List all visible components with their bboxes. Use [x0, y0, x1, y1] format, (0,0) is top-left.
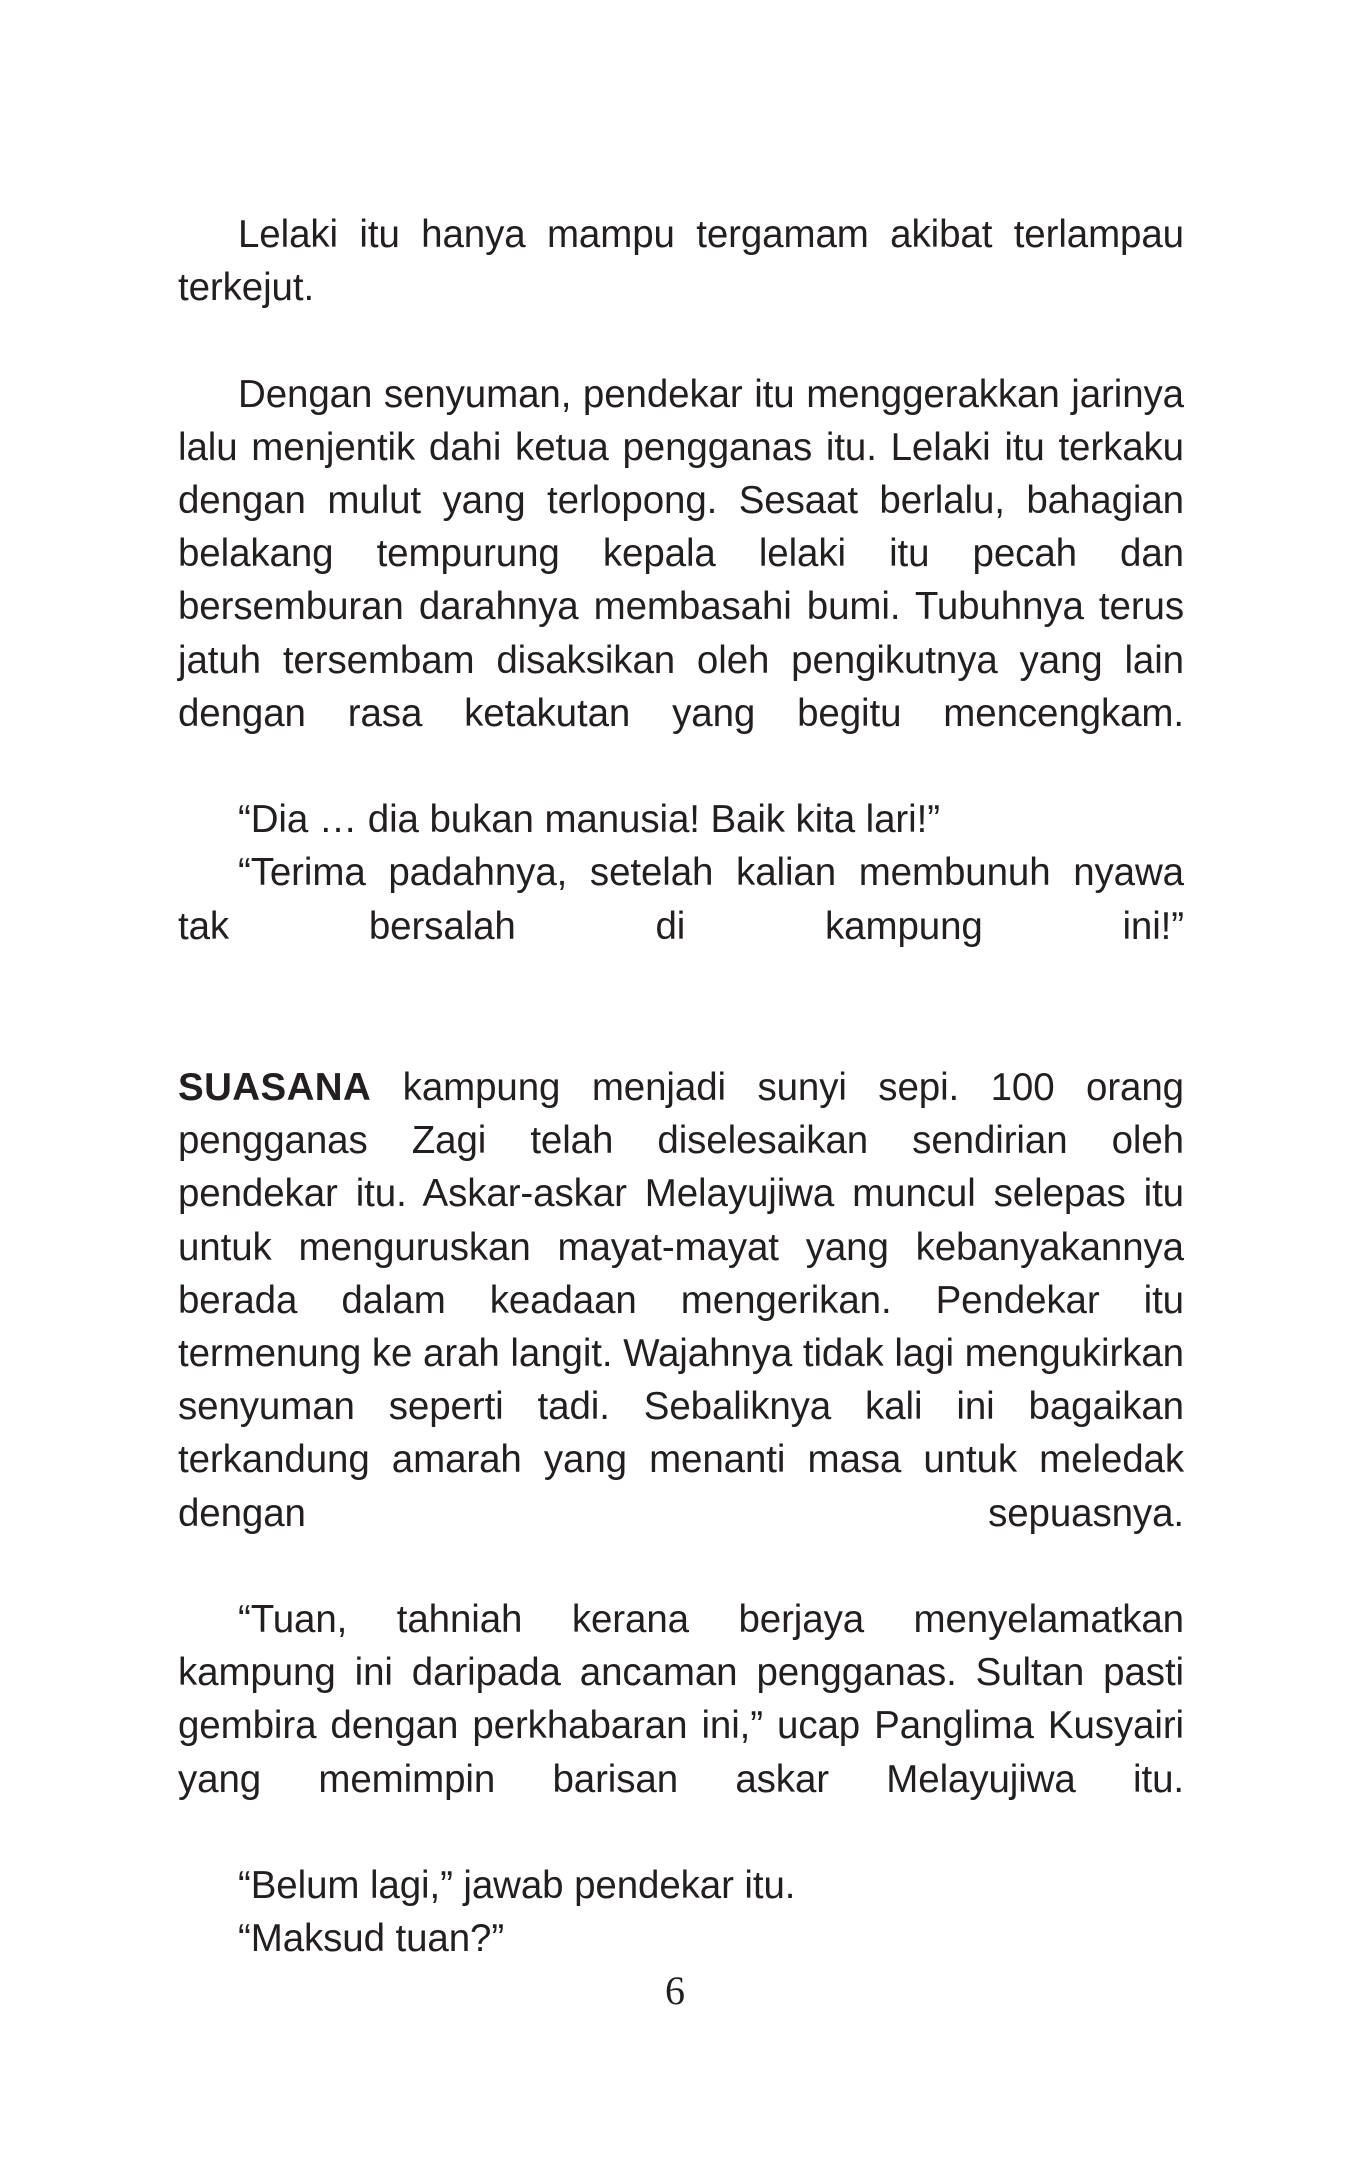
section-lead-word: SUASANA: [178, 1066, 372, 1110]
paragraph-4-dialogue: “Terima padahnya, setelah kalian membunuh nyawa tak bersalah di kampung ini!”: [178, 851, 1184, 948]
paragraph-2: Dengan senyuman, pendekar itu menggerakkan jarinya lalu menjentik dahi ketua pengganas itu. Lelaki itu terkaku dengan mulut yang terlopong. Sesaat berlalu, bahagian belakang tempurung kepala lelaki itu pecah dan bersemburan darahnya membasahi bumi. Tubuhnya terus jatuh tersembam disaksikan oleh pengikutnya yang lain dengan rasa ketakutan yang begitu mencengkam.: [178, 372, 1184, 735]
page-text-column: [178, 208, 1184, 1966]
section-body-text: kampung menjadi sunyi sepi. 100 orang pengganas Zagi telah diselesaikan sendirian oleh pendekar itu. Askar-askar Melayujiwa muncul selepas itu untuk menguruskan mayat-mayat yang kebanyakannya berada dalam keadaan mengerikan. Pendekar itu termenung ke arah langit. Wajahnya tidak lagi mengukirkan senyuman seperti tadi. Sebaliknya kali ini bagaikan terkandung amarah yang menanti masa untuk meledak dengan sepuasnya.: [178, 1066, 1184, 1535]
paragraph-6-dialogue: “Tuan, tahniah kerana berjaya menyelamatkan kampung ini daripada ancaman pengganas. Sultan pasti gembira dengan perkhabaran ini,” ucap Panglima Kusyairi yang memimpin barisan askar Melayujiwa itu.: [178, 1598, 1184, 1801]
section-break-spacer: [178, 1006, 1184, 1061]
paragraph-8-dialogue: “Maksud tuan?”: [238, 1917, 505, 1961]
paragraph-3-dialogue: “Dia … dia bukan manusia! Baik kita lari!”: [238, 798, 940, 842]
paragraph-1: Lelaki itu hanya mampu tergamam akibat terlampau terkejut.: [178, 213, 1184, 310]
page-number: 6: [665, 1968, 685, 2013]
paragraph-5-section: [178, 1061, 1184, 1593]
paragraph-7-dialogue: “Belum lagi,” jawab pendekar itu.: [238, 1864, 796, 1908]
